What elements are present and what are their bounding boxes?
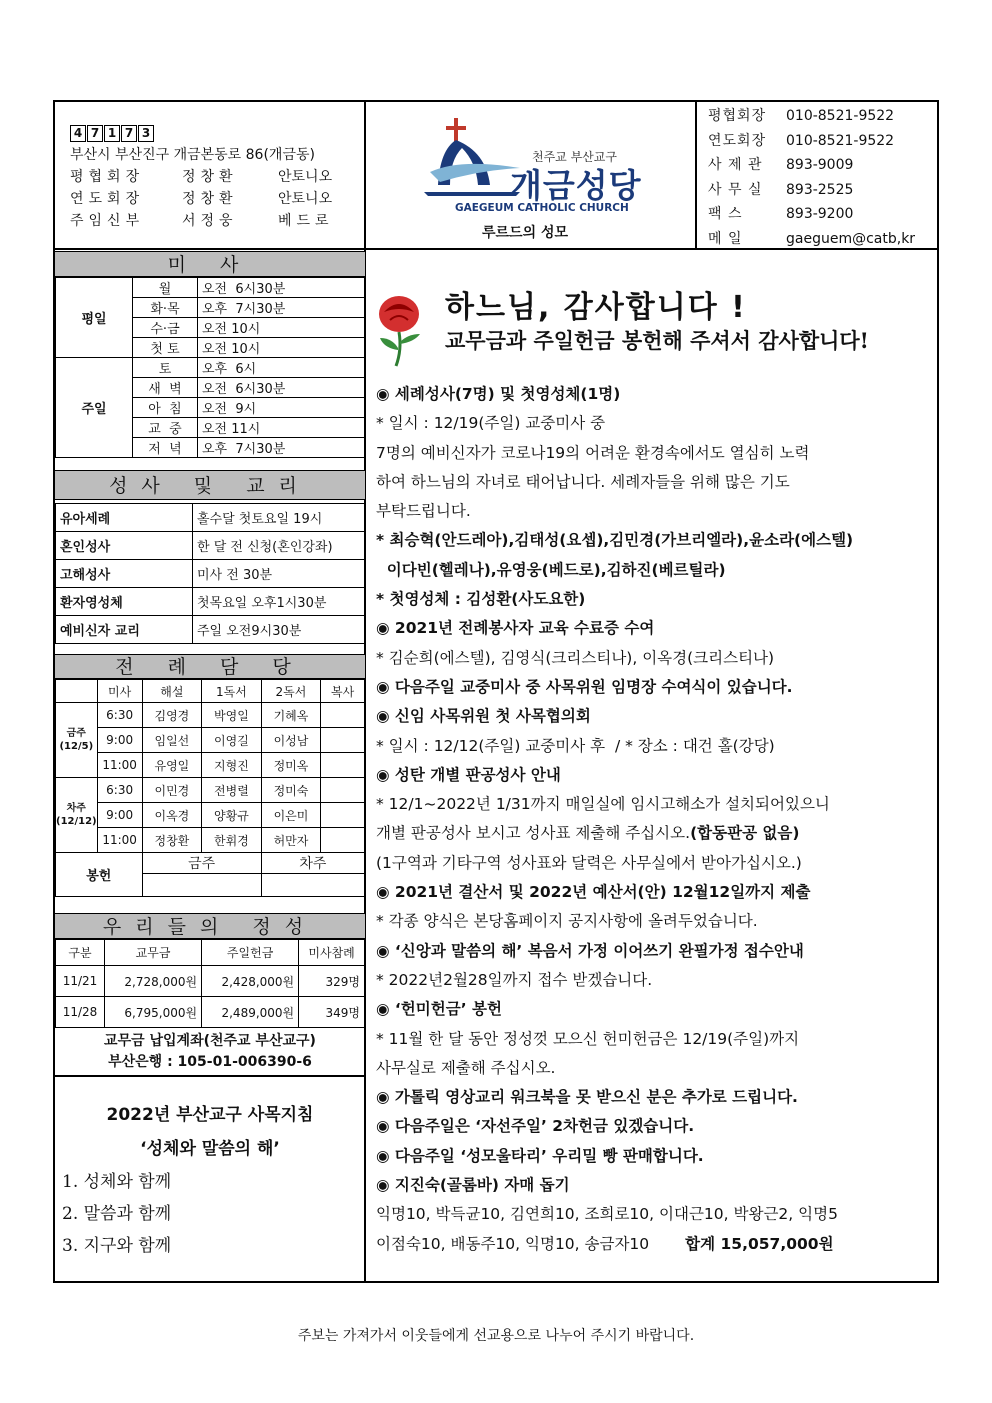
- announcement-title: ◉ 세례성사(7명) 및 첫영성체(1명): [376, 385, 621, 403]
- contact-row: 사 무 실 893-2525: [708, 181, 854, 198]
- diocese-name: 천주교 부산교구: [532, 150, 617, 164]
- mass-table: [55, 277, 365, 458]
- announcement-line: * 2022년2월28일까지 접수 받겠습니다.: [376, 970, 653, 989]
- list-item: 3. 지구와 함께: [62, 1236, 172, 1256]
- offerings-heading: 우리들의 정성: [55, 913, 365, 939]
- footer-note: 주보는 가져가서 이웃들에게 선교용으로 나누어 주시기 바랍니다.: [297, 1328, 695, 1344]
- no-group-confession: (합동판공 없음): [690, 824, 800, 843]
- contact-row: 연도회장 010-8521-9522: [708, 132, 895, 149]
- table-row: 유아세례 홀수달 첫토요일 19시: [56, 504, 365, 532]
- table-row: 아 침 오전 9시: [56, 398, 365, 418]
- list-item: 1. 성체와 함께: [62, 1172, 172, 1192]
- announcement-title: ◉ 다음주일 ‘성모울타리’ 우리밀 빵 판매합니다.: [376, 1146, 704, 1165]
- announcement-line: * 12/1~2022년 1/31까지 매일실에 임시고해소가 설치되어있으니: [376, 795, 830, 814]
- address: 부산시 부산진구 개금본동로 86(개금동): [70, 147, 315, 163]
- announcement-line: 익명10, 박득균10, 김연희10, 조희로10, 이대근10, 박왕근2, 익명5: [376, 1205, 838, 1224]
- table-row: 저 녁 오후 7시30분: [56, 438, 365, 458]
- announcement-line: 이점숙10, 배동주10, 익명10, 송금자10 합계 15,057,000원: [376, 1234, 834, 1253]
- table-row: 화·목 오후 7시30분: [56, 298, 365, 318]
- announcement-line: 개별 판공성사 보시고 성사표 제출해 주십시오.(합동판공 없음): [376, 824, 800, 843]
- table-row: 봉헌 금주 차주: [56, 853, 365, 874]
- contact-row: 메 일 gaeguem@catb,kr: [708, 230, 916, 247]
- weekday-label: 평일: [56, 278, 133, 358]
- table-row: 11/21 2,728,000원 2,428,000원 329명: [56, 966, 365, 997]
- contact-row: 사 제 관 893-9009: [708, 157, 854, 173]
- table-row: 주일 토 오후 6시: [56, 358, 365, 378]
- announcement-title: ◉ 지진숙(골롬바) 자매 돕기: [376, 1176, 570, 1195]
- announcement-line: (1구역과 기타구역 성사표와 달력은 사무실에서 받아가십시오.): [376, 853, 802, 872]
- offerings-table: [55, 939, 365, 1028]
- sacraments-table: [55, 503, 365, 644]
- table-row: 환자영성체 첫목요일 오후1시30분: [56, 588, 365, 616]
- table-row: 예비신자 교리 주일 오전9시30분: [56, 616, 365, 644]
- announcement-line: * 각종 양식은 본당홈페이지 공지사항에 올려두었습니다.: [376, 912, 758, 931]
- announcement-title: ◉ 다음주일은 ‘자선주일’ 2차헌금 있겠습니다.: [376, 1117, 695, 1136]
- announcement-line: 이다빈(헬레나),유영웅(베드로),김하진(베르틸라): [376, 560, 726, 579]
- announcement-line: * 최승혁(안드레아),김태성(요셉),김민경(가브리엘라),윤소라(에스텔): [376, 531, 854, 550]
- pastoral-divider: [53, 1075, 366, 1077]
- announcement-line: 하여 하느님의 자녀로 태어납니다. 세례자들을 위해 많은 기도: [376, 472, 790, 491]
- announcement-line: * 김순희(에스텔), 김영식(크리스티나), 이옥경(크리스티나): [376, 648, 775, 667]
- table-row: 평일 월 오전 6시30분: [56, 278, 365, 298]
- announcement-line: * 일시 : 12/19(주일) 교중미사 중: [376, 414, 606, 433]
- announcement-line: * 첫영성체 : 김성환(사도요한): [376, 590, 586, 609]
- table-row: 구분 교무금 주일헌금 미사참례: [56, 940, 365, 966]
- church-name: 개금성당: [510, 166, 642, 205]
- header-divider: [695, 100, 697, 250]
- announcement-title: ◉ 신임 사목위원 첫 사목협의회: [376, 707, 591, 726]
- pastoral-heading: 2022년 부산교구 사목지침 ‘성체와 말씀의 해’: [106, 1105, 314, 1159]
- church-english-name: GAEGEUM CATHOLIC CHURCH: [455, 202, 629, 214]
- liturgy-heading: 전 례 담 당: [55, 654, 365, 679]
- zip-code: [70, 122, 334, 144]
- zip-digit: 7: [121, 125, 137, 142]
- church-patron: 루르드의 성모: [482, 225, 569, 241]
- table-row: 차주(12/12) 6:30 이민경 전병렬 정미숙: [56, 778, 365, 803]
- zip-digit: 4: [70, 125, 86, 142]
- table-row: 11:00 유영일 지형진 정미옥: [56, 753, 365, 778]
- subheadline: 교무금과 주일헌금 봉헌해 주셔서 감사합니다!: [445, 328, 869, 353]
- contact-row: 팩 스 893-9200: [708, 206, 854, 222]
- table-row: 혼인성사 한 달 전 신청(혼인강좌): [56, 532, 365, 560]
- announcement-title: ◉ 2021년 결산서 및 2022년 예산서(안) 12월12일까지 제출: [376, 883, 811, 902]
- rose-icon: [372, 292, 427, 367]
- table-row: 9:00 임일선 이영길 이성남: [56, 728, 365, 753]
- announcement-line: 7명의 예비신자가 코로나19의 어려운 환경속에서도 열심히 노력: [376, 443, 810, 462]
- zip-digit: 1: [104, 125, 120, 142]
- table-row: 교 중 오전 11시: [56, 418, 365, 438]
- announcement-title: ◉ 다음주일 교중미사 중 사목위원 임명장 수여식이 있습니다.: [376, 677, 793, 696]
- sacraments-heading: 성사 및 교리: [55, 470, 365, 500]
- staff-row: 주임신부 서정웅 베드로: [70, 213, 334, 229]
- announcements: [376, 380, 936, 1259]
- contact-list: [708, 104, 915, 251]
- pastoral-items: [62, 1166, 171, 1262]
- headline: 하느님, 감사합니다 !: [445, 290, 747, 325]
- list-item: 2. 말씀과 함께: [62, 1204, 172, 1224]
- table-row: 11:00 정창환 한휘경 허만자: [56, 828, 365, 853]
- table-row: 고해성사 미사 전 30분: [56, 560, 365, 588]
- table-row: 9:00 이옥경 양황규 이은미: [56, 803, 365, 828]
- table-row: 미사 해설 1독서 2독서 복사: [56, 680, 365, 703]
- account-info: 교무금 납입계좌(천주교 부산교구) 부산은행 : 105-01-006390-6: [104, 1033, 316, 1070]
- parish-info: [70, 122, 334, 232]
- zip-digit: 3: [138, 125, 154, 142]
- sunday-label: 주일: [56, 358, 133, 458]
- announcement-title: ◉ 가톨릭 영상교리 워크북을 못 받으신 분은 추가로 드립니다.: [376, 1088, 798, 1107]
- church-logo: [420, 110, 670, 240]
- table-row: 수·금 오전 10시: [56, 318, 365, 338]
- staff-row: 평협회장 정창환 안토니오: [70, 169, 333, 185]
- table-row: 11/28 6,795,000원 2,489,000원 349명: [56, 997, 365, 1028]
- announcement-line: 부탁드립니다.: [376, 502, 471, 521]
- announcement-title: ◉ ‘신앙과 말씀의 해’ 복음서 가정 이어쓰기 완필가정 접수안내: [376, 941, 804, 960]
- announcement-title: ◉ 성탄 개별 판공성사 안내: [376, 765, 561, 784]
- staff-row: 연도회장 정창환 안토니오: [70, 191, 333, 207]
- announcement-title: ◉ ‘헌미헌금’ 봉헌: [376, 1000, 502, 1019]
- announcement-title: ◉ 2021년 전례봉사자 교육 수료증 수여: [376, 619, 655, 638]
- table-row: 첫 토 오전 10시: [56, 338, 365, 358]
- announcement-line: 사무실로 제출해 주십시오.: [376, 1058, 556, 1077]
- table-row: 새 벽 오전 6시30분: [56, 378, 365, 398]
- zip-digit: 7: [87, 125, 103, 142]
- contact-row: 평협회장 010-8521-9522: [708, 108, 895, 124]
- table-row: 금주(12/5) 6:30 김영경 박영일 기혜옥: [56, 703, 365, 728]
- mass-heading: 미 사: [55, 251, 365, 277]
- donation-total: 합계 15,057,000원: [685, 1234, 834, 1253]
- liturgy-table: [55, 679, 365, 897]
- announcement-line: * 11월 한 달 동안 정성껏 모으신 헌미헌금은 12/19(주일)까지: [376, 1029, 800, 1048]
- announcement-line: * 일시 : 12/12(주일) 교중미사 후 / * 장소 : 대건 홀(강당): [376, 736, 775, 755]
